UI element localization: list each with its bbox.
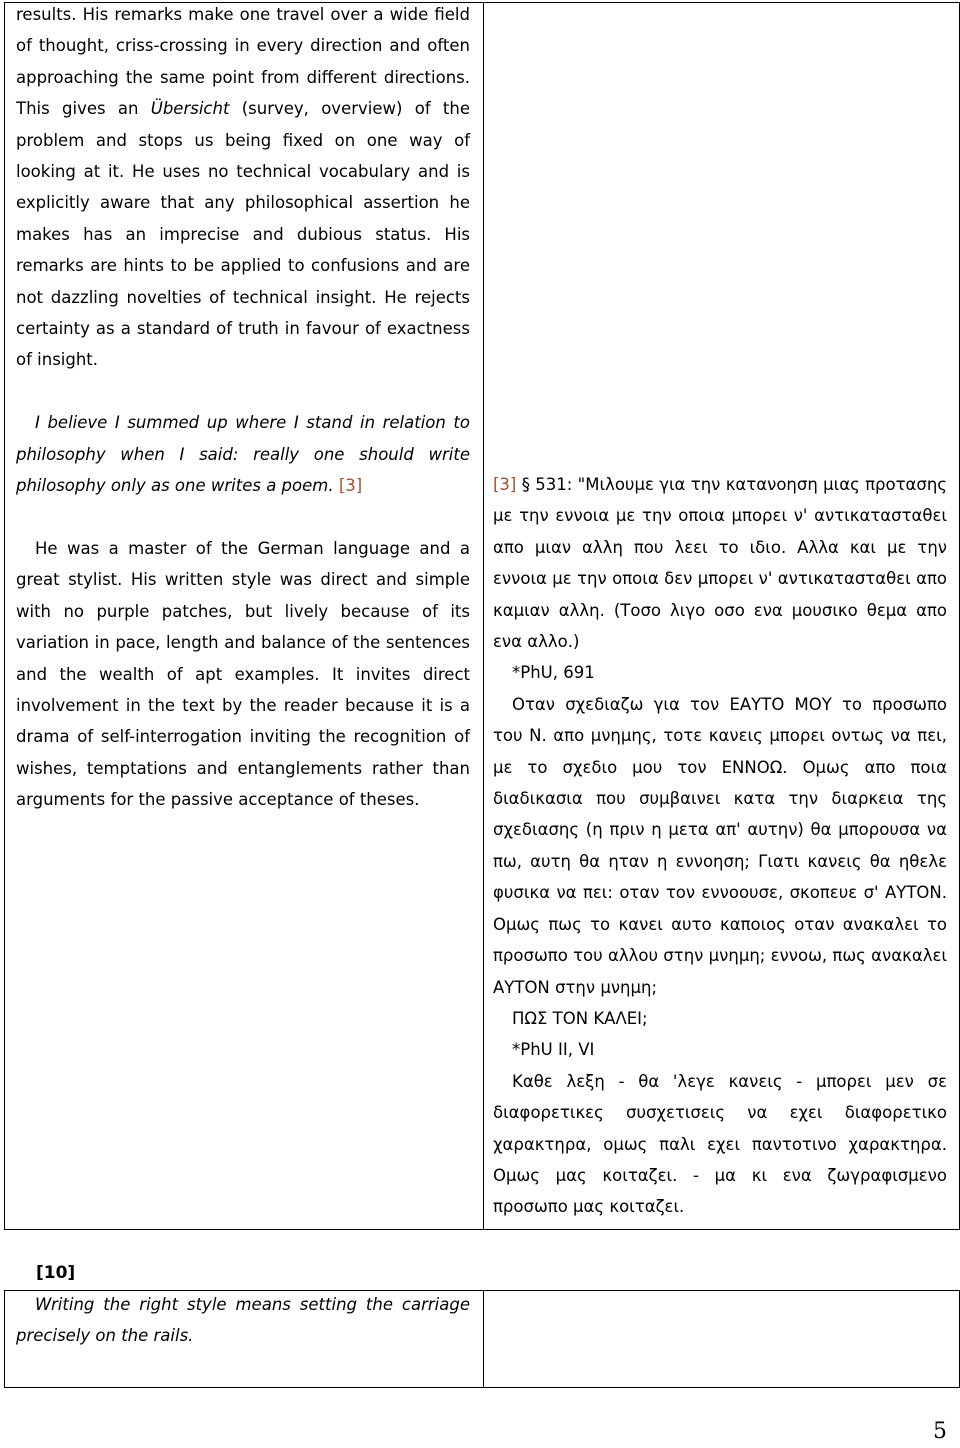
footnote-ref-3-target[interactable]: [3]: [493, 475, 517, 494]
page-number: 5: [933, 1419, 947, 1444]
section-mark: §: [521, 475, 530, 494]
right-column-1: [493, 469, 947, 1223]
left-column-1: [16, 0, 470, 816]
greek-source-1: *PhU, 691: [512, 663, 595, 683]
commentary-paragraph-2: He was a master of the German language and a great stylist. His written style was direct and simple with no purple patches, but lively because of its variation in pace, length and balance of the sentences and the wealth of apt examples. It invites direct involvement in the text by the reader because it is a drama of self-interrogation inviting the recognition of wishes, temptations and entanglements rather than arguments for the passive acceptance of theses.: [16, 538, 470, 810]
greek-translation-3: Καθε λεξη - θα 'λεγε κανεις - μπορει μεν σε διαφορετικες συσχετισεις να εχει διαφορετικο χαρακτηρα, ομως παλι εχει παντοτινο χαρακτηρα. Ομως μας κοιταζει. - μα κι ενα ζωγραφισμενο προσωπο μας κοιταζει.: [493, 1071, 947, 1217]
greek-translation-2: Οταν σχεδιαζω για τον ΕΑΥΤΟ ΜΟΥ το προσωπο του Ν. απο μνημης, τοτε κανεις μπορει οντως να πει, με το σχεδιο μου τον ΕΝΝΟΩ. Ομως απο ποια διαδικασια που συμβαινει κατα την διαρκεια της σχεδιασης (η πριν η μετα απ' αυτην) θα μπορουσα να πω, αυτη θα ηταν η εννοηση; Γιατι κανεις θα ηθελε φυσικα να πει: οταν τον εννοουσε, σκοπευε σ' ΑΥΤΟΝ. Ομως πως το κανει αυτο καποιος οταν ανακαλει το προσωπο του αλλου στην μνημη; εννοω, πως ανακαλει ΑΥΤΟΝ στην μνημη;: [493, 694, 947, 997]
column-divider: [483, 1291, 484, 1387]
style-quote: Writing the right style means setting the carriage precisely on the rails.: [16, 1295, 470, 1346]
section-label: [10]: [36, 1263, 76, 1283]
left-column-2: [16, 1289, 470, 1352]
greek-emphasis-line: ΠΩΣ ΤΟΝ ΚΑΛΕΙ;: [512, 1008, 648, 1028]
wittgenstein-quote: I believe I summed up where I stand in relation to philosophy when I said: really one should write philosophy only as one writes a poem. [3]: [16, 413, 470, 496]
footnote-ref-3[interactable]: [3]: [338, 476, 363, 496]
greek-source-2: *PhU II, VI: [512, 1040, 595, 1060]
greek-translation-1: [3] § 531: "Μιλουμε για την κατανοηση μιας προτασης με την εννοια με την οποια μπορει ν' αντικατασταθει απο μιαν αλλη που λεει το ιδιο. Αλλα και με την εννοια με την οποια δεν μπορει ν' αντικατασταθει απο καμιαν αλλη. (Τοσο λιγο οσο ενα μουσικο θεμα απο ενα αλλο.): [493, 475, 947, 652]
commentary-paragraph-1: results. His remarks make one travel over a wide field of thought, criss-crossing in every direction and often approaching the same point from different directions. This gives an Übersicht (survey, overview) of the problem and stops us being fixed on one way of looking at it. He uses no technical vocabulary and is explicitly aware that any philosophical assertion he makes has an imprecise and dubious status. His remarks are hints to be applied to confusions and are not dazzling novelties of technical insight. He rejects certainty as a standard of truth in favour of exactness of insight.: [16, 5, 471, 370]
column-divider: [483, 3, 484, 1229]
